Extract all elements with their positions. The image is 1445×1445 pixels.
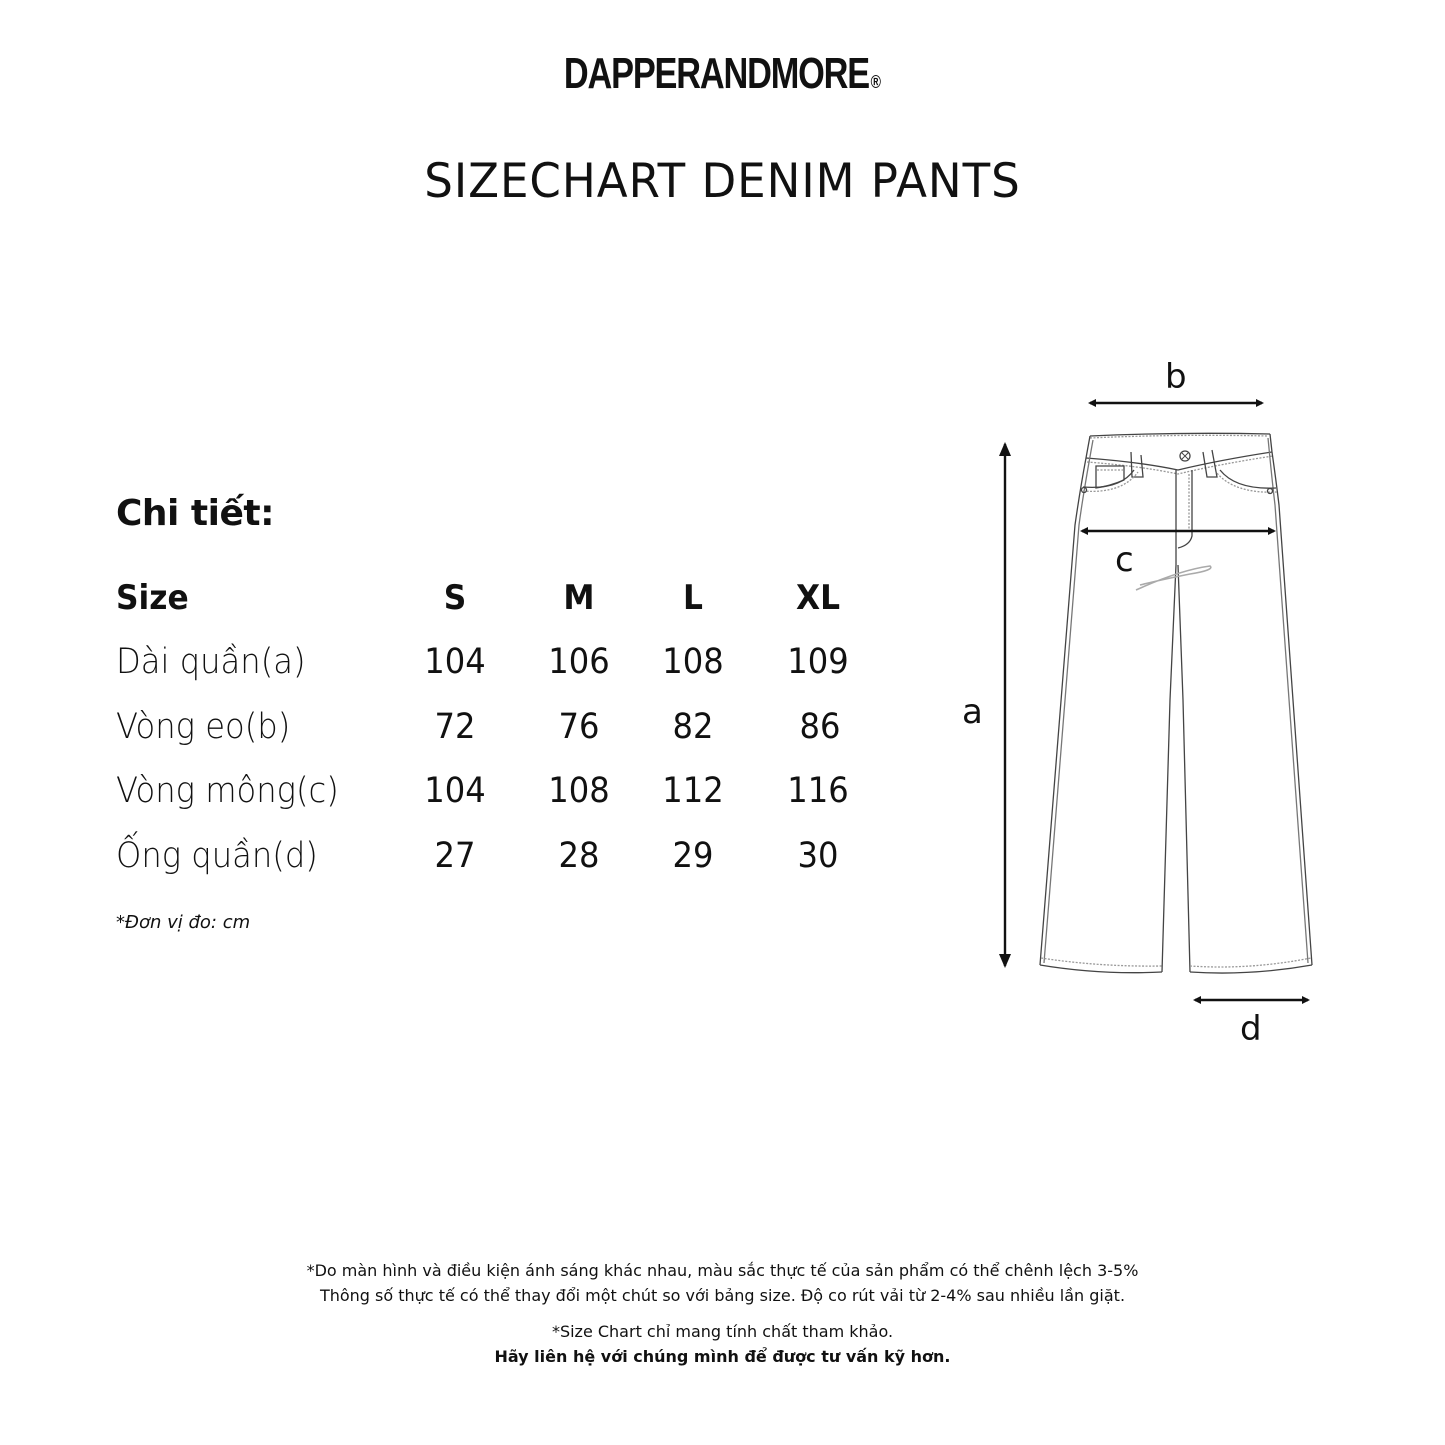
table-row — [116, 642, 916, 682]
cell-xl: 116 — [787, 771, 849, 811]
footer-reference-note: *Size Chart chỉ mang tính chất tham khảo. — [551, 1322, 894, 1341]
cell-l: 82 — [672, 707, 714, 747]
brand-name: DAPPERANDMORE — [563, 49, 870, 98]
label-c: c — [1115, 540, 1134, 580]
registered-mark-icon: ® — [870, 72, 881, 92]
pants-illustration-icon — [940, 350, 1360, 1070]
cell-s: 27 — [434, 836, 476, 876]
cell-l: 112 — [662, 771, 724, 811]
label-b: b — [1165, 357, 1187, 397]
size-header-l: L — [683, 578, 703, 618]
cell-xl: 86 — [799, 707, 841, 747]
size-header-s: S — [443, 578, 467, 618]
label-a: a — [962, 692, 983, 732]
cell-l: 29 — [672, 836, 714, 876]
table-row — [116, 771, 916, 811]
footer-color-note: *Do màn hình và điều kiện ánh sáng khác nhau, màu sắc thực tế của sản phẩm có thể chênh lệch 3-5% — [306, 1261, 1139, 1280]
cell-xl: 30 — [797, 836, 839, 876]
cell-s: 104 — [424, 642, 486, 682]
label-d: d — [1240, 1009, 1262, 1049]
table-header-row — [116, 578, 916, 618]
size-column-header: Size — [116, 578, 189, 618]
size-header-xl: XL — [795, 578, 841, 618]
cell-s: 72 — [434, 707, 476, 747]
cell-m: 106 — [548, 642, 610, 682]
cell-m: 108 — [548, 771, 610, 811]
unit-note: *Đơn vị đo: cm — [116, 912, 251, 933]
cell-m: 76 — [558, 707, 600, 747]
page-title: SIZECHART DENIM PANTS — [424, 154, 1021, 209]
row-label: Vòng eo(b) — [116, 707, 291, 747]
row-label: Ống quần(d) — [116, 836, 318, 876]
size-header-m: M — [563, 578, 595, 618]
row-label: Dài quần(a) — [116, 642, 306, 682]
table-row — [116, 707, 916, 747]
cell-xl: 109 — [787, 642, 849, 682]
footer-contact-note: Hãy liên hệ với chúng mình để được tư vấn kỹ hơn. — [494, 1347, 951, 1366]
table-row — [116, 836, 916, 876]
footer-shrink-note: Thông số thực tế có thể thay đổi một chút so với bảng size. Độ co rút vải từ 2-4% sau nhiều lần giặt. — [319, 1286, 1126, 1305]
row-label: Vòng mông(c) — [116, 771, 339, 811]
brand-logo — [159, 49, 1286, 98]
details-heading: Chi tiết: — [116, 493, 274, 534]
cell-s: 104 — [424, 771, 486, 811]
cell-l: 108 — [662, 642, 724, 682]
pants-diagram — [940, 350, 1360, 1070]
cell-m: 28 — [558, 836, 600, 876]
